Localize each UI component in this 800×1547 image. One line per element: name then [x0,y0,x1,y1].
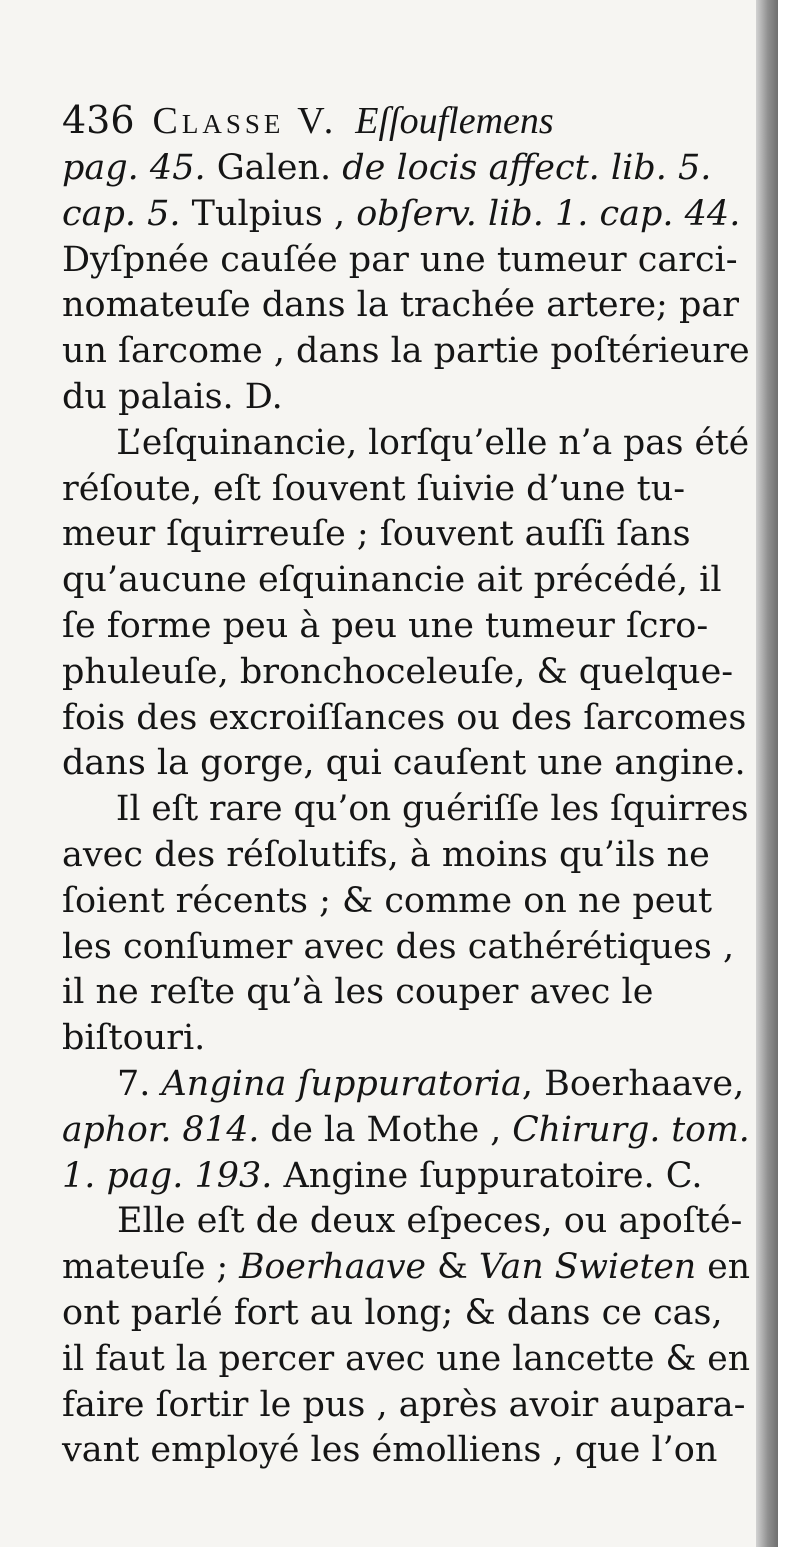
text-line [62,1062,750,1108]
text-line [62,650,750,696]
text-line [62,421,750,467]
text-line [62,879,750,925]
text-segment: du palais. D. [62,376,283,417]
text-segment: de la Mothe , [259,1109,513,1150]
text-segment: meur ſquirreuſe ; ſouvent auſſi ſans [62,514,691,555]
text-segment: il faut la percer avec une lancette & en [62,1338,751,1379]
text-line [62,696,750,742]
text-line [62,1154,750,1200]
text-line [62,238,750,284]
text-line [62,604,750,650]
text-line [62,558,750,604]
italic-text: Van Swieten [478,1247,697,1288]
italic-text: de locis affect. lib. 5. [342,148,712,188]
text-line [62,1245,751,1291]
text-segment: Elle eſt de deux eſpeces, ou apoſté- [117,1201,743,1242]
text-segment: biſtouri. [62,1018,206,1059]
italic-text: Angina ſuppuratoria [161,1063,522,1104]
text-segment: nomateuſe dans la trachée artere; par [62,285,739,326]
page-edge-shadow [756,0,778,1547]
text-segment: Angine ſuppuratoire. C. [272,1155,703,1196]
italic-text: Chirurg. tom. [512,1109,750,1150]
page-text [62,94,750,1474]
text-segment: qu’aucune eſquinancie ait précédé, il [62,560,722,601]
running-head-topic: Eſſouflemens [355,100,554,142]
text-line [62,1337,751,1383]
text-segment: ſoient récents ; & comme on ne peut [62,880,713,921]
text-line [62,1016,750,1062]
italic-text: 1. pag. 193. [62,1155,273,1196]
italic-text: obſerv. lib. 1. cap. 44. [356,193,741,234]
text-segment: faire ſortir le pus , après avoir aupara- [62,1384,746,1425]
text-segment: fois des excroiſſances ou des ſarcomes [62,697,747,738]
text-line [62,467,750,513]
text-line [62,283,750,329]
text-line [62,1108,750,1154]
text-line [62,146,750,192]
text-line [62,1199,750,1245]
text-line [62,787,749,833]
text-line [62,970,750,1016]
italic-text: Boerhaave [239,1247,427,1288]
text-segment: ſe forme peu à peu une tumeur ſcro- [62,605,709,646]
text-segment: mateuſe ; [62,1247,240,1288]
body-text [62,146,750,1474]
text-segment: réſoute, eſt ſouvent ſuivie d’une tu- [62,468,686,509]
italic-text: pag. 45. [62,148,206,188]
text-segment: un ſarcome , dans la partie poſtérieure [62,331,750,372]
text-line [62,833,750,879]
text-segment: les conſumer avec des cathérétiques , [62,926,735,967]
text-line [62,329,748,375]
text-segment: L’eſquinancie, lorſqu’elle n’a pas été [116,422,750,463]
text-segment: Il eſt rare qu’on guériſſe les ſquirres [115,789,749,830]
italic-text: cap. 5. [62,193,181,234]
text-segment: dans la gorge, qui cauſent une angine. [62,743,746,784]
text-segment: Dyſpnée cauſée par une tumeur carci- [62,239,738,280]
text-segment: en [696,1247,751,1288]
text-line [62,925,750,971]
text-segment: avec des réſolutifs, à moins qu’ils ne [62,834,710,875]
text-line [62,512,750,558]
text-segment: il ne reſte qu’à les couper avec le [62,972,654,1013]
italic-text: aphor. 814. [62,1109,260,1150]
text-line [62,1428,750,1474]
text-segment: phuleuſe, bronchoceleuſe, & quelque- [62,651,734,692]
text-line [62,1291,750,1337]
running-head [62,94,750,146]
text-segment: Galen. [205,148,343,188]
text-line [62,375,750,421]
text-segment: Tulpius , [180,193,357,234]
text-line [62,1383,750,1429]
text-segment: 7. [117,1063,162,1104]
page-number: 436 [62,98,135,142]
text-line [62,741,750,787]
text-segment: ont parlé fort au long; & dans ce cas, [62,1292,723,1333]
class-title: Classe V. [152,100,338,142]
text-segment: & [426,1247,479,1288]
text-line [62,192,750,238]
text-segment: vant employé les émolliens , que l’on [62,1430,718,1471]
text-segment: , Boerhaave, [521,1063,745,1104]
